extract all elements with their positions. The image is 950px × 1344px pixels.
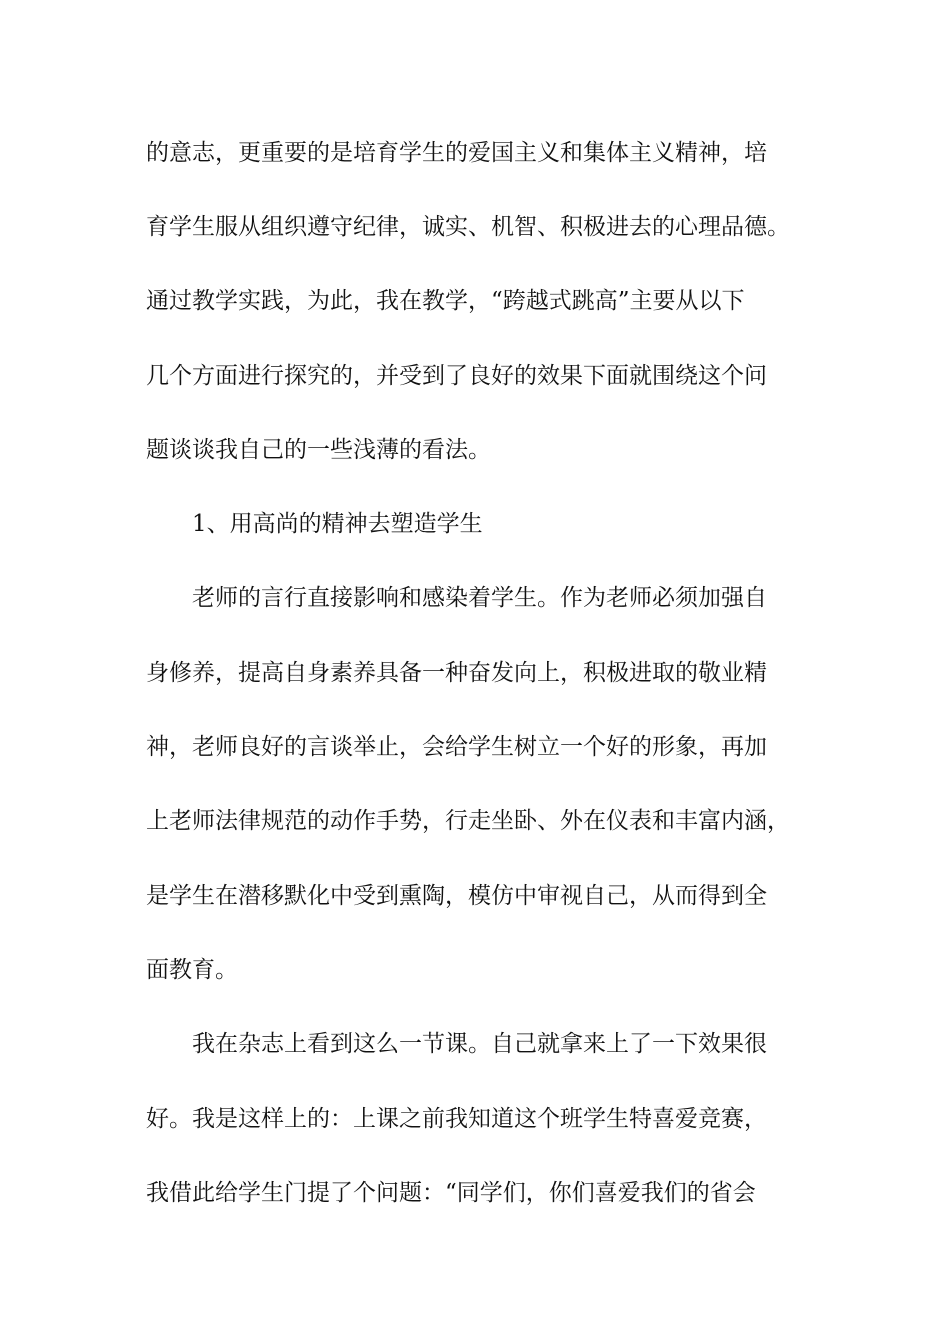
text-line: 的意志，更重要的是培育学生的爱国主义和集体主义精神，培 (146, 140, 767, 166)
text-line: 上老师法律规范的动作手势，行走坐卧、外在仪表和丰富内涵， (146, 808, 790, 834)
text-line: 是学生在潜移默化中受到熏陶，模仿中审视自己，从而得到全 (146, 883, 767, 909)
text-line: 面教育。 (146, 957, 238, 983)
text-line: 好。我是这样上的：上课之前我知道这个班学生特喜爱竞赛， (146, 1106, 767, 1132)
section-heading: 1、用高尚的精神去塑造学生 (192, 511, 483, 537)
paragraph-start-line: 老师的言行直接影响和感染着学生。作为老师必须加强自 (192, 585, 767, 611)
text-line: 神，老师良好的言谈举止，会给学生树立一个好的形象，再加 (146, 734, 767, 760)
text-line: 题谈谈我自己的一些浅薄的看法。 (146, 437, 491, 463)
text-line: 我借此给学生门提了个问题：“同学们，你们喜爱我们的省会 (146, 1180, 756, 1206)
text-line: 身修养，提高自身素养具备一种奋发向上，积极进取的敬业精 (146, 660, 767, 686)
text-line: 几个方面进行探究的，并受到了良好的效果下面就围绕这个问 (146, 363, 767, 389)
paragraph-start-line: 我在杂志上看到这么一节课。自己就拿来上了一下效果很 (192, 1031, 767, 1057)
text-line: 通过教学实践，为此，我在教学，“跨越式跳高”主要从以下 (146, 288, 745, 314)
text-line: 育学生服从组织遵守纪律，诚实、机智、积极进去的心理品德。 (146, 214, 790, 240)
